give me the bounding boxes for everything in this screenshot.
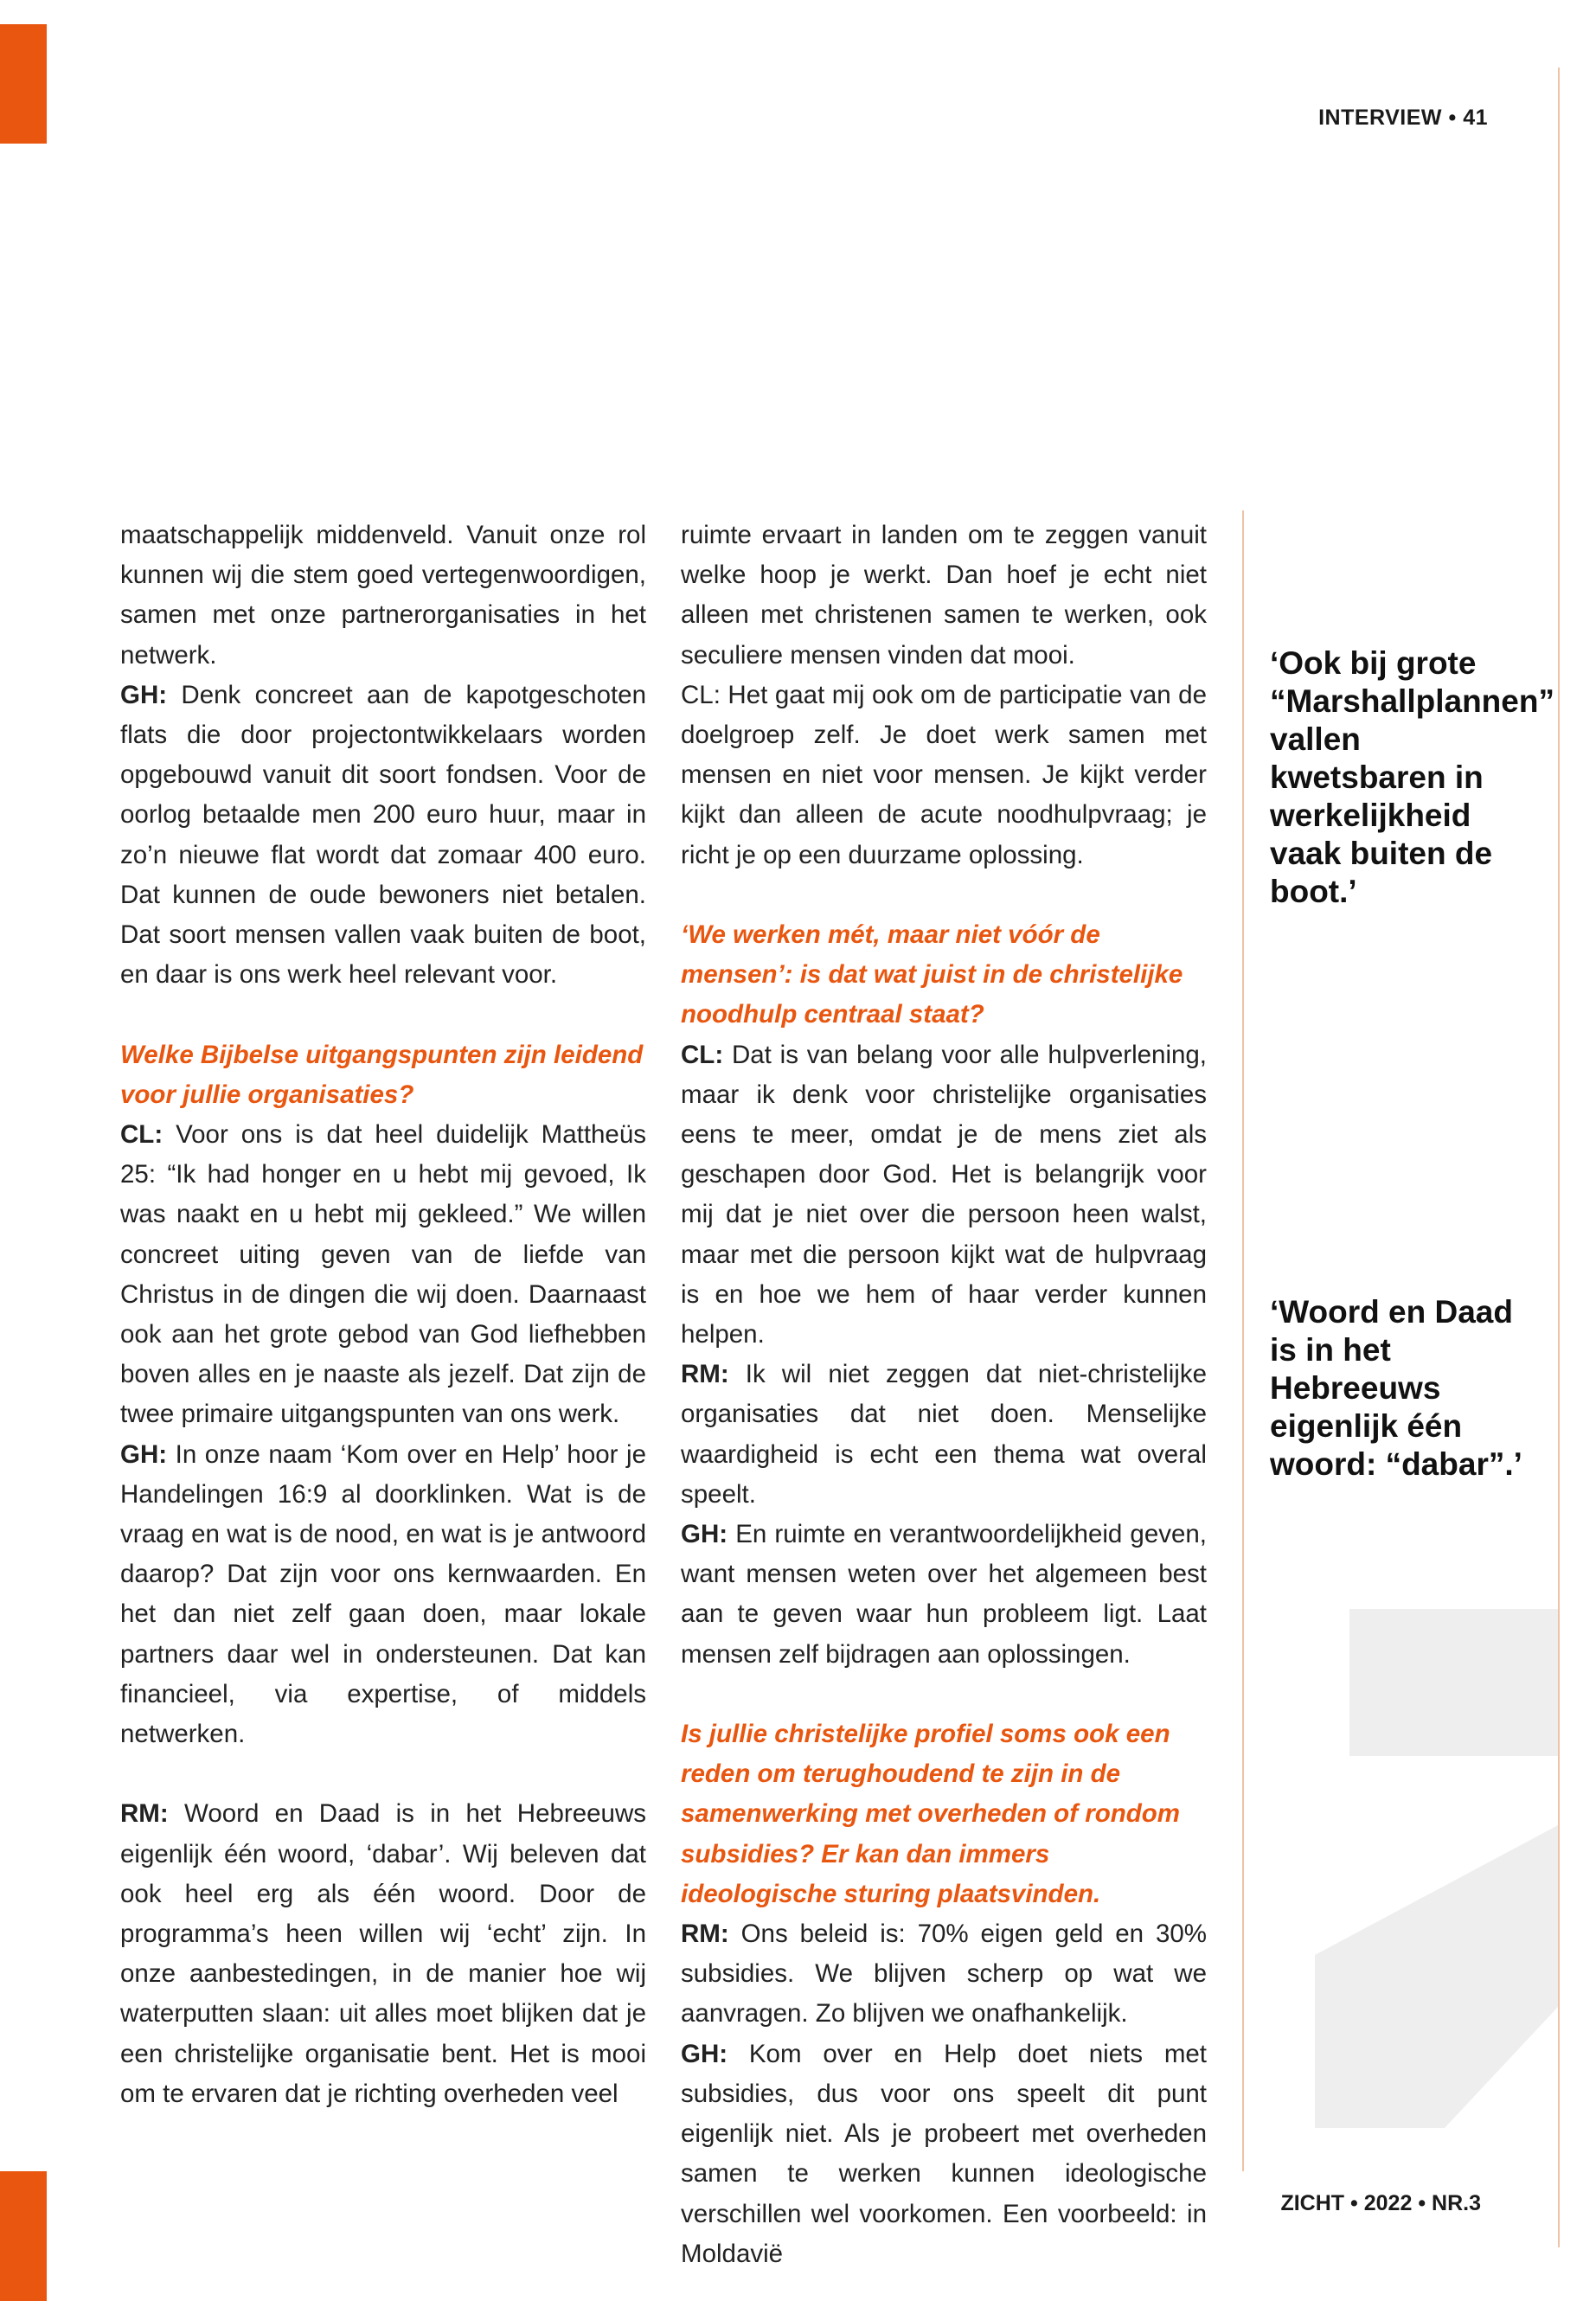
right-margin-rule (1558, 67, 1560, 2247)
speaker-label: CL: (681, 1040, 724, 1069)
article-column-right (681, 516, 1207, 2274)
speaker-label: RM: (681, 1360, 729, 1389)
pull-quote: ‘Ook bij grote “Marshallplannen” vallen kwetsbaren in werkelijkheid vaak buiten de boot.’ (1270, 645, 1554, 909)
footer-separator: • (1350, 2191, 1358, 2215)
running-footer (1194, 2191, 1481, 2216)
speaker-label: RM: (120, 1799, 169, 1829)
footer-separator: • (1418, 2191, 1426, 2215)
paragraph: GH: In onze naam ‘Kom over en Help’ hoor je Handelingen 16:9 al doorklinken. Wat is de vraag en wat is de nood, en wat is je antwoord daarop? Dat zijn voor ons kernwaarden. En het dan niet zelf gaan doen, maar lokale partners daar wel in ondersteunen. Dat kan financieel, via expertise, of middels netwerken. (120, 1439, 646, 1749)
header-separator: • (1448, 106, 1457, 130)
watermark-number (1315, 1598, 1558, 2128)
page-number: 41 (1463, 106, 1488, 130)
speaker-label: GH: (120, 1439, 168, 1469)
speaker-label: GH: (120, 680, 168, 709)
watermark-number-shape (1349, 1609, 1558, 1756)
article-column-left (120, 516, 646, 2114)
speaker-label: GH: (681, 2039, 728, 2068)
paragraph: RM: Woord en Daad is in het Hebreeuws eigenlijk één woord, ‘dabar’. Wij beleven dat ook heel erg als één woord. Door de programma’s heen willen wij ‘echt’ zijn. In onze aanbestedingen, in de manier hoe wij waterputten slaan: uit alles moet blijken dat je een christelijke organisatie bent. Het is mooi om te ervaren dat je richting overheden veel (120, 1799, 646, 2108)
interview-question: Welke Bijbelse uitgangspunten zijn leidend voor jullie organisaties? (120, 1040, 644, 1109)
paragraph: ruimte ervaart in landen om te zeggen vanuit welke hoop je werkt. Dan hoef je echt niet alleen met christenen samen te werken, ook seculiere mensen vinden dat mooi. (681, 521, 1207, 670)
paragraph: CL: Dat is van belang voor alle hulpverlening, maar ik denk voor christelijke organisaties eens te meer, omdat je de mens ziet als geschapen door God. Het is belangrijk voor mij dat je niet over die persoon heen walst, maar met die persoon kijkt wat de hulpvraag is en hoe we hem of haar verder kunnen helpen. (681, 1040, 1208, 1349)
section-label: INTERVIEW (1318, 106, 1443, 130)
watermark-glyph: 2 (1315, 1598, 1323, 1612)
paragraph: GH: Denk concreet aan de kapotgeschoten flats die door projectontwikkelaars worden opgebouwd vanuit dit soort fondsen. Voor de oorlog betaalde men 200 euro huur, maar in zo’n nieuwe flat wordt dat zomaar 400 euro. Dat kunnen de oude bewoners niet betalen. Dat soort mensen vallen vaak buiten de boot, en daar is ons werk heel relevant voor. (120, 680, 646, 990)
watermark-number-shape (1315, 1825, 1558, 2128)
speaker-label: CL: (120, 1120, 163, 1150)
magazine-name: ZICHT (1280, 2191, 1345, 2215)
paragraph: maatschappelijk middenveld. Vanuit onze rol kunnen wij die stem goed vertegenwoordigen, samen met onze partnerorganisaties in het netwerk. (120, 521, 646, 670)
orange-edge-tab-top (0, 24, 47, 144)
paragraph: GH: En ruimte en verantwoordelijkheid geven, want mensen weten over het algemeen best aan te geven waar hun probleem ligt. Laat mensen zelf bijdragen aan oplossingen. (681, 1520, 1208, 1669)
interview-question: ‘We werken mét, maar niet vóór de mensen’: is dat wat juist in de christelijke noodhulp centraal staat? (681, 920, 1183, 1029)
paragraph: GH: Kom over en Help doet niets met subsidies, dus voor ons speelt dit punt eigenlijk niet. Als je probeert met overheden samen te werken kunnen ideologische verschillen wel voorkomen. Een voorbeeld: in Moldavië (681, 2039, 1208, 2268)
pull-quote: ‘Woord en Daad is in het Hebreeuws eigenlijk één woord: “dabar”.’ (1270, 1294, 1522, 1482)
running-header (1228, 106, 1488, 131)
speaker-label: GH: (681, 1520, 728, 1549)
sidebar-divider-rule (1242, 510, 1244, 2171)
paragraph: RM: Ons beleid is: 70% eigen geld en 30% subsidies. We blijven scherp op wat we aanvragen. Zo blijven we onafhankelijk. (681, 1920, 1207, 2029)
speaker-label: RM: (681, 1920, 729, 1949)
orange-edge-tab-bottom (0, 2171, 47, 2301)
paragraph: CL: Voor ons is dat heel duidelijk Mattheüs 25: “Ik had honger en u hebt mij gevoed, Ik was naakt en u hebt mij gekleed.” We willen concreet uiting geven van de liefde van Christus in de dingen die wij doen. Daarnaast ook aan het grote gebod van God liefhebben boven alles en je naaste als jezelf. Dat zijn de twee primaire uitgangspunten van ons werk. (120, 1120, 646, 1429)
interview-question: Is jullie christelijke profiel soms ook een reden om terughoudend te zijn in de samenwerking met overheden of rondom subsidies? Er kan dan immers ideologische sturing plaatsvinden. (681, 1720, 1181, 1908)
paragraph: RM: Ik wil niet zeggen dat niet-christelijke organisaties dat niet doen. Menselijke waardigheid is echt een thema wat overal speelt. (681, 1360, 1207, 1509)
issue-year: 2022 (1363, 2191, 1413, 2215)
issue-number: NR.3 (1432, 2191, 1481, 2215)
paragraph: CL: Het gaat mij ook om de participatie van de doelgroep zelf. Je doet werk samen met mensen en niet voor mensen. Je kijkt verder kijkt dan alleen de acute noodhulpvraag; je richt je op een duurzame oplossing. (681, 680, 1207, 869)
